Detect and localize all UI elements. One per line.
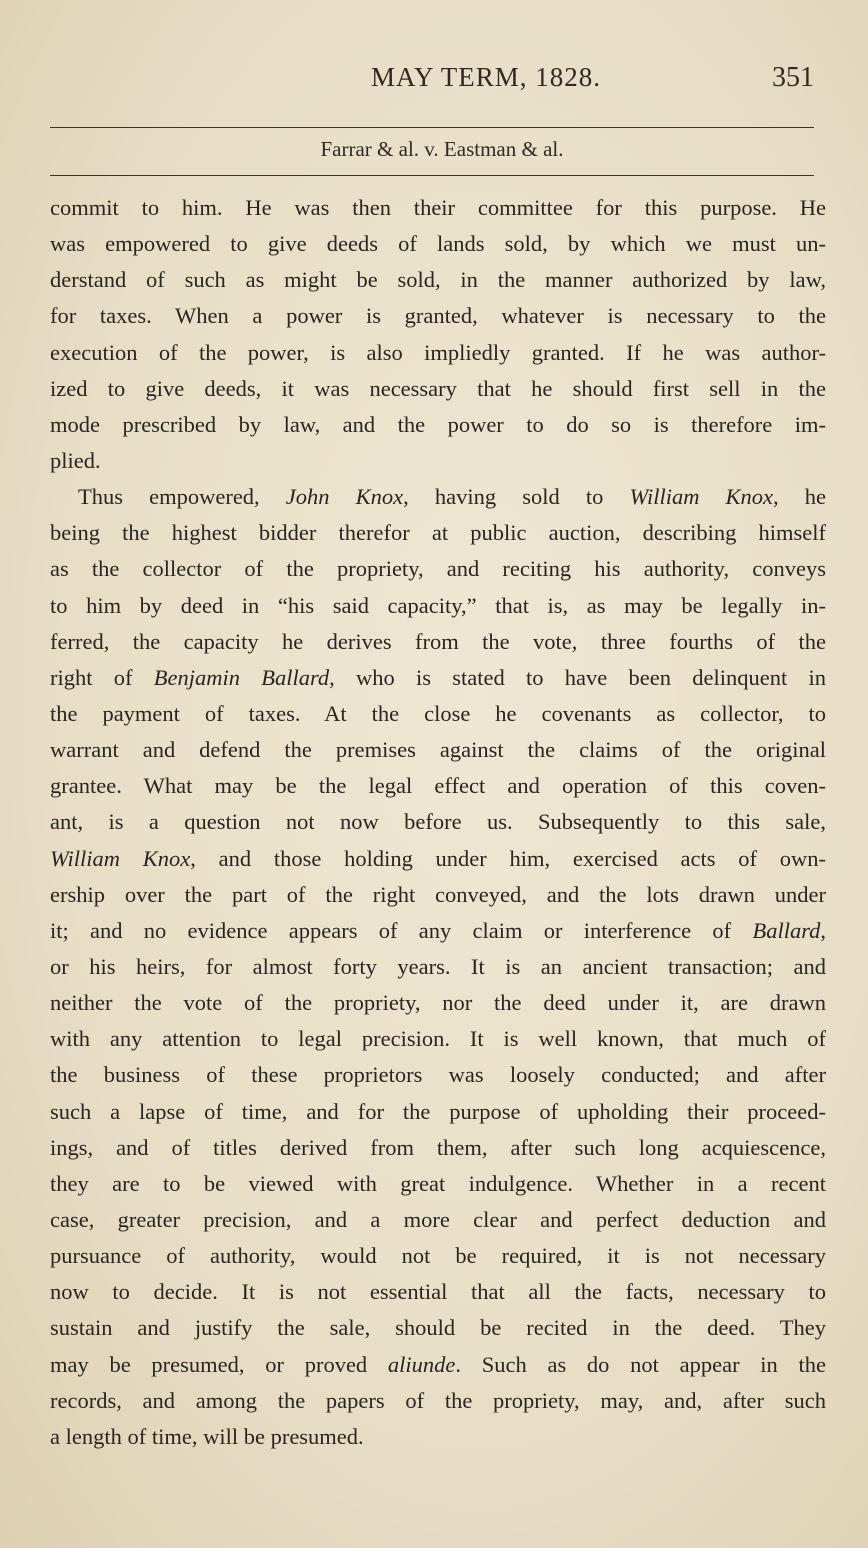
text-line-4: for taxes. When a power is granted, whatever is necessary to the bbox=[50, 303, 826, 329]
text-line-21: it; and no evidence appears of any claim or interference of Ballard, bbox=[50, 917, 826, 943]
text-line-1: commit to him. He was then their committee for this purpose. He bbox=[50, 195, 826, 220]
text-line-19: William Knox, and those holding under him, exercised acts of own- bbox=[50, 845, 826, 871]
text-line-25: the business of these proprietors was loosely conducted; and after bbox=[50, 1062, 826, 1088]
text-line-6: ized to give deeds, it was necessary that he should first sell in the bbox=[50, 375, 826, 401]
text-line-10: being the highest bidder therefor at public auction, describing himself bbox=[50, 520, 826, 546]
text-line-28: they are to be viewed with great indulgence. Whether in a recent bbox=[50, 1170, 826, 1196]
case-title: Farrar & al. v. Eastman & al. bbox=[320, 137, 564, 161]
header-rule-bottom bbox=[50, 175, 814, 176]
text-line-15: the payment of taxes. At the close he covenants as collector, to bbox=[50, 700, 826, 726]
header-rule-top bbox=[50, 127, 814, 128]
text-line-33: may be presumed, or proved aliunde. Such as do not appear in the bbox=[50, 1351, 827, 1377]
text-line-14: right of Benjamin Ballard, who is stated to have been delinquent in bbox=[50, 664, 826, 690]
text-line-29: case, greater precision, and a more clear and perfect deduction and bbox=[50, 1206, 826, 1232]
text-line-11: as the collector of the propriety, and reciting his authority, conveys bbox=[50, 556, 826, 582]
text-line-31: now to decide. It is not essential that all the facts, necessary to bbox=[50, 1279, 826, 1305]
text-line-30: pursuance of authority, would not be required, it is not necessary bbox=[50, 1243, 826, 1269]
text-line-3: derstand of such as might be sold, in the manner authorized by law, bbox=[50, 267, 826, 293]
text-line-18: ant, is a question not now before us. Subsequently to this sale, bbox=[50, 809, 826, 835]
text-line-34: records, and among the papers of the propriety, may, and, after such bbox=[50, 1387, 826, 1413]
text-line-2: was empowered to give deeds of lands sold, by which we must un- bbox=[50, 231, 826, 257]
page-number: 351 bbox=[772, 62, 814, 93]
text-line-7: mode prescribed by law, and the power to do so is therefore im- bbox=[50, 411, 826, 437]
text-line-8: plied. bbox=[50, 447, 101, 473]
text-line-23: neither the vote of the propriety, nor the deed under it, are drawn bbox=[50, 990, 826, 1016]
text-line-26: such a lapse of time, and for the purpose of upholding their proceed- bbox=[50, 1098, 826, 1124]
text-line-5: execution of the power, is also impliedly granted. If he was author- bbox=[50, 339, 826, 365]
body-text bbox=[50, 190, 826, 1455]
text-line-27: ings, and of titles derived from them, after such long acquiescence, bbox=[50, 1134, 826, 1160]
text-line-13: ferred, the capacity he derives from the vote, three fourths of the bbox=[50, 628, 826, 654]
text-line-12: to him by deed in “his said capacity,” that is, as may be legally in- bbox=[50, 592, 826, 618]
text-line-9: Thus empowered, John Knox, having sold to William Knox, he bbox=[78, 484, 827, 510]
running-title: MAY TERM, 1828. bbox=[370, 62, 602, 92]
text-line-35: a length of time, will be presumed. bbox=[50, 1423, 364, 1449]
text-line-32: sustain and justify the sale, should be recited in the deed. They bbox=[50, 1315, 826, 1341]
text-line-20: ership over the part of the right conveyed, and the lots drawn under bbox=[50, 881, 826, 907]
text-line-24: with any attention to legal precision. It is well known, that much of bbox=[50, 1026, 826, 1052]
running-head bbox=[48, 62, 824, 102]
text-line-17: grantee. What may be the legal effect and operation of this coven- bbox=[50, 773, 826, 799]
text-line-16: warrant and defend the premises against the claims of the original bbox=[50, 737, 826, 763]
text-line-22: or his heirs, for almost forty years. It is an ancient transaction; and bbox=[50, 953, 826, 979]
